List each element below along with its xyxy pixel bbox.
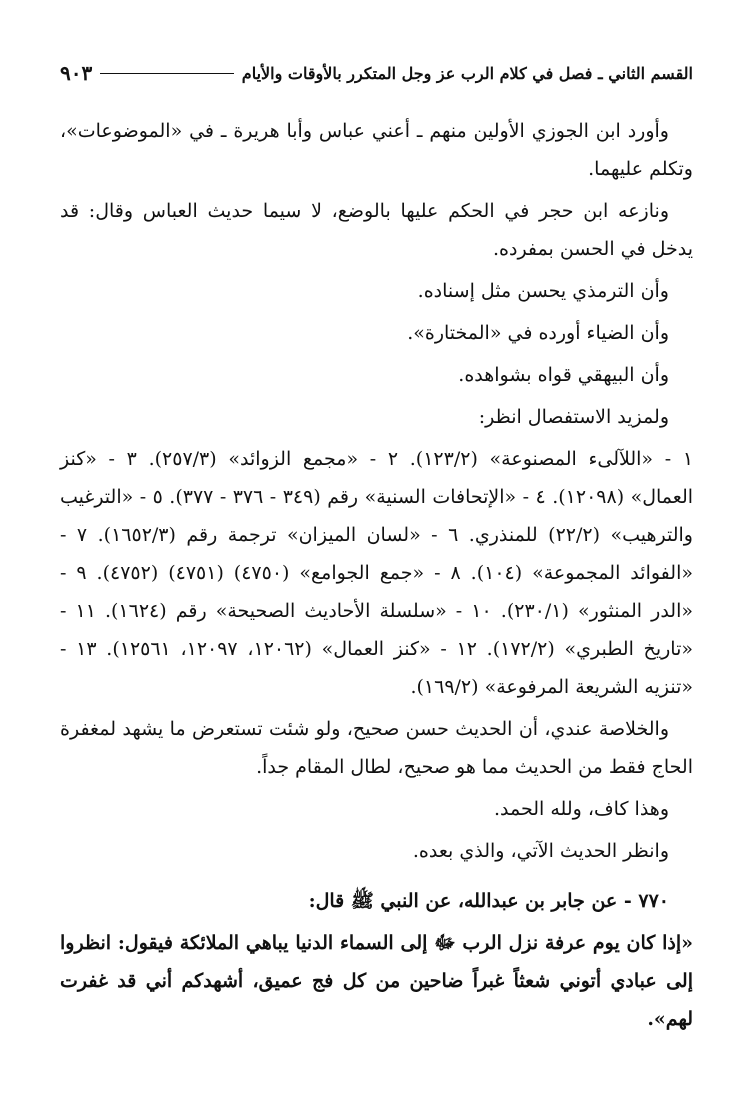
- paragraph-next-hadith: وانظر الحديث الآتي، والذي بعده.: [412, 840, 669, 862]
- paragraph-conclusion: والخلاصة عندي، أن الحديث حسن صحيح، ولو شئت تستعرض ما يشهد لمغفرة الحاج فقط من الحديث مما هو صحيح، لطال المقام جداً.: [60, 718, 693, 778]
- page-number: ٩٠٣: [60, 61, 93, 85]
- references-list: ١ - «اللآلىء المصنوعة» (١٢٣/٢). ٢ - «مجمع الزوائد» (٢٥٧/٣). ٣ - «كنز العمال» (١٢٠٩٨). ٤ - «الإتحافات السنية» رقم (٣٤٩ - ٣٧٦ - ٣٧٧). ٥ - «الترغيب والترهيب» (٢٢/٢) للمنذري. ٦ - «لسان الميزان» ترجمة رقم (١٦٥٢/٣). ٧ - «الفوائد المجموعة» (١٠٤). ٨ - «جمع الجوامع» (٤٧٥٠) (٤٧٥١) (٤٧٥٢). ٩ - «الدر المنثور» (٢٣٠/١). ١٠ - «سلسلة الأحاديث الصحيحة» رقم (١٦٢٤). ١١ - «تاريخ الطبري» (١٧٢/٢). ١٢ - «كنز العمال» (١٢٠٦٢، ١٢٠٩٧، ١٢٥٦١). ١٣ - «تنزيه الشريعة المرفوعة» (١٦٩/٢).: [60, 448, 694, 698]
- paragraph-tirmidhi: وأن الترمذي يحسن مثل إسناده.: [417, 280, 669, 302]
- header-rule: [100, 73, 234, 74]
- page-body: [60, 112, 693, 1042]
- running-header: [60, 56, 693, 90]
- paragraph-ibn-jawzi: وأورد ابن الجوزي الأولين منهم ـ أعني عباس وأبا هريرة ـ في «الموضوعات»، وتكلم عليهما.: [60, 120, 693, 180]
- hadith-heading: ٧٧٠ - عن جابر بن عبدالله، عن النبي ﷺ قال:: [308, 890, 669, 912]
- paragraph-diya: وأن الضياء أورده في «المختارة».: [407, 322, 669, 344]
- header-title: القسم الثاني ـ فصل في كلام الرب عز وجل المتكرر بالأوقات والأيام: [241, 63, 693, 83]
- paragraph-bayhaqi: وأن البيهقي قواه بشواهده.: [458, 364, 669, 386]
- paragraph-ibn-hajar: ونازعه ابن حجر في الحكم عليها بالوضع، لا سيما حديث العباس وقال: قد يدخل في الحسن بمفرده.: [60, 200, 693, 260]
- hadith-text: «إذا كان يوم عرفة نزل الرب ﷻ إلى السماء الدنيا يباهي الملائكة فيقول: انظروا إلى عبادي أتوني شعثاً غبراً ضاحين من كل فج عميق، أشهدكم أني قد غفرت لهم».: [60, 932, 693, 1030]
- paragraph-see-also: ولمزيد الاستفصال انظر:: [478, 406, 669, 428]
- paragraph-sufficient: وهذا كاف، ولله الحمد.: [494, 798, 669, 820]
